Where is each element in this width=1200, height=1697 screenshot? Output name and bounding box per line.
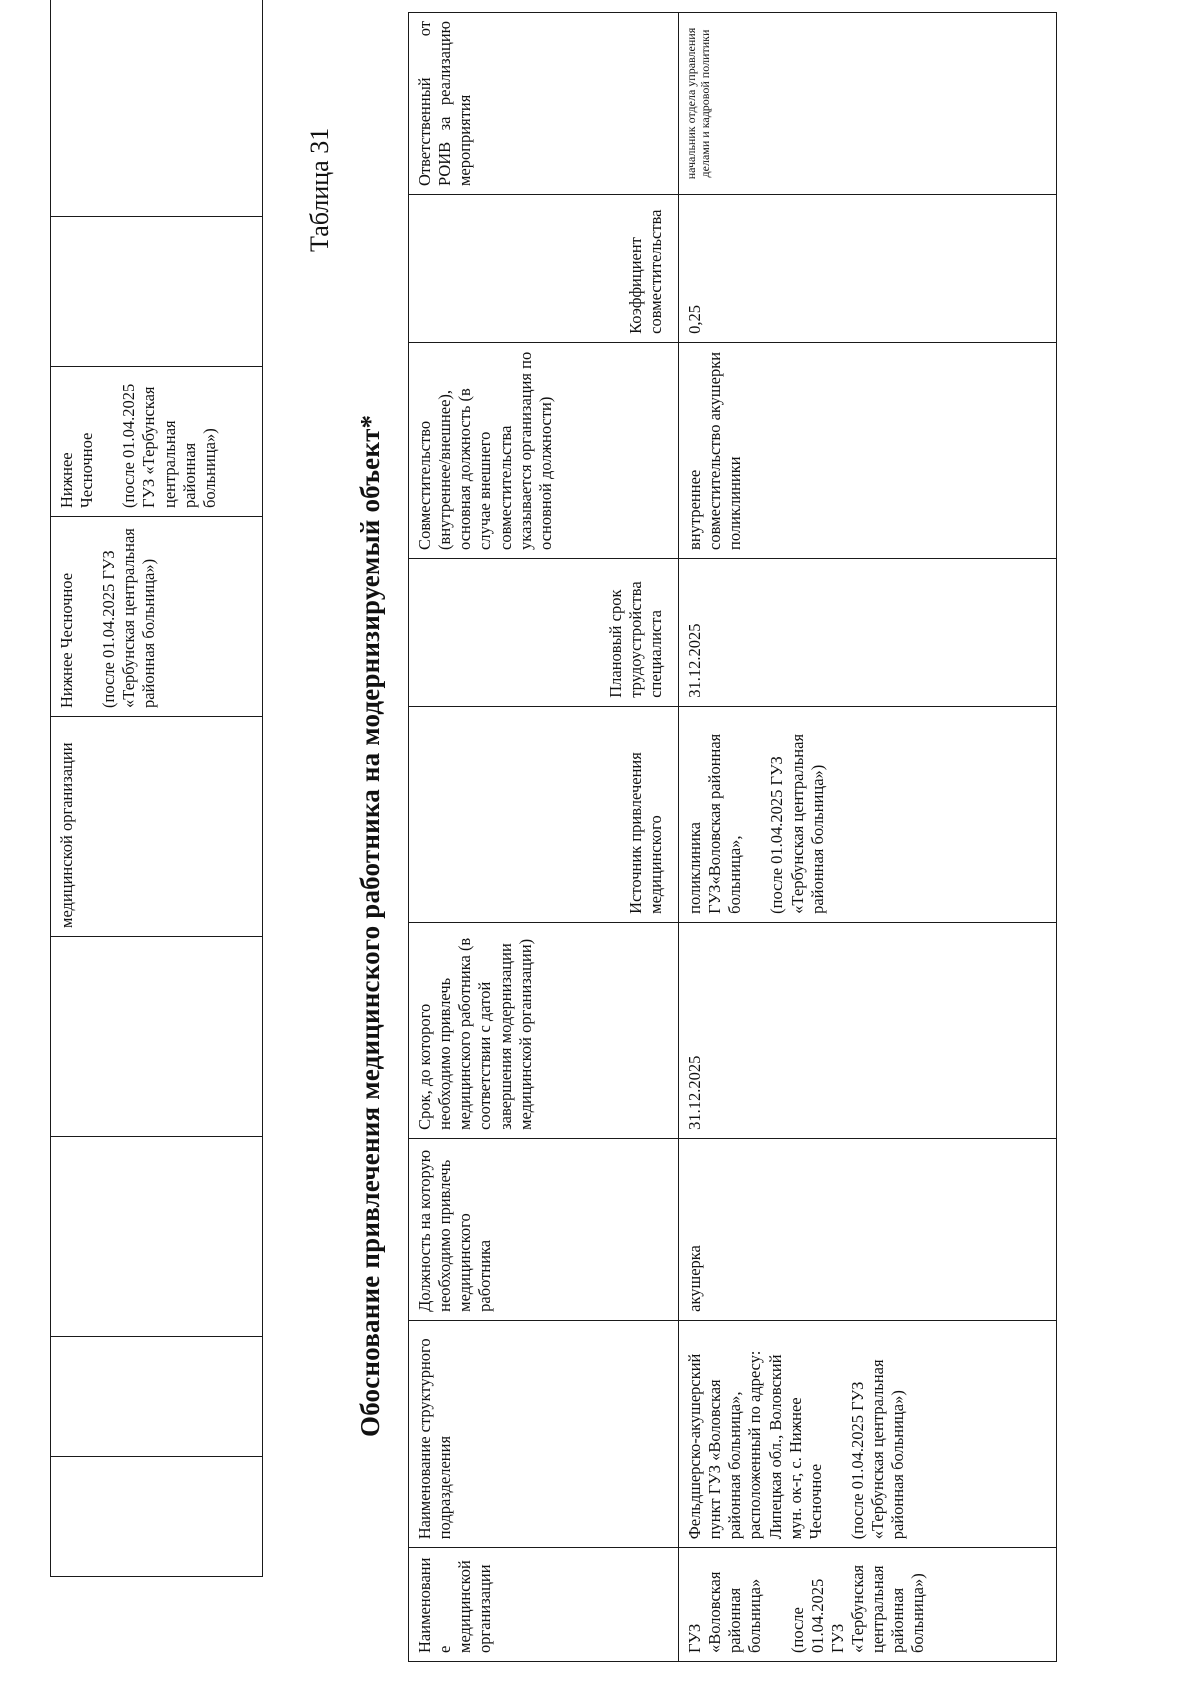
row-org-line1: ГУЗ «Воловская районная больница»: [685, 1571, 765, 1653]
continuation-table: [50, 0, 263, 1577]
cont-cell-village-2-line2: (после 01.04.2025 ГУЗ «Тербунская центральная районная больница»): [99, 528, 159, 708]
row-unit: [679, 1320, 1057, 1547]
table-row: [679, 13, 1057, 1662]
cont-cell-org-type-text: медицинской организации: [57, 742, 76, 928]
cont-cell-village-2-line1: Нижнее Чесночное: [57, 572, 76, 708]
row-employment: 31.12.2025: [679, 558, 1057, 706]
cont-cell-village-1-line1: Нижнее Чесночное: [57, 432, 97, 508]
header-unit: Наименование структурного подразделения: [409, 1320, 679, 1547]
row-org-line2: (после 01.04.2025 ГУЗ «Тербунская центральная районная больница»): [787, 1564, 928, 1653]
cont-cell-org-type: [51, 717, 263, 937]
row-responsible: начальник отдела управления делами и кадровой политики: [679, 13, 1057, 195]
row-position: акушерка: [679, 1138, 1057, 1320]
row-source: [679, 706, 1057, 922]
cont-cell-village-2: [51, 517, 263, 717]
document-title: Обоснование привлечения медицинского работника на модернизируемый объект*: [355, 414, 385, 1437]
table-header-row: [409, 13, 679, 1662]
cont-cell-village-1-line2: (после 01.04.2025 ГУЗ «Тербунская центральная районная больница»): [119, 383, 219, 508]
cont-cell-empty-5: [51, 217, 263, 367]
header-responsible: Ответственный от РОИВ за реализацию мероприятия: [409, 13, 679, 195]
header-position: Должность на которую необходимо привлечь медицинского работника: [409, 1138, 679, 1320]
justification-table: [408, 12, 1057, 1662]
cont-cell-empty-2: [51, 1337, 263, 1457]
cont-cell-empty-3: [51, 1137, 263, 1337]
cont-cell-empty-1: [51, 1457, 263, 1577]
row-coef: 0,25: [679, 195, 1057, 343]
row-combination: внутреннее совместительство акушерки поликлиники: [679, 342, 1057, 558]
header-deadline: Срок, до которого необходимо привлечь медицинского работника (в соответствии с датой завершения модернизации медицинской организации): [409, 922, 679, 1138]
row-source-line2: (после 01.04.2025 ГУЗ «Тербунская центральная районная больница»): [767, 733, 827, 914]
header-org: Наименование медицинской организации: [409, 1548, 679, 1662]
row-unit-line1: Фельдшерско-акушерский пункт ГУЗ «Воловская районная больница», расположенный по адресу: Липецкая обл., Воловский мун. ок-г, с. Нижнее Чесночное: [685, 1350, 825, 1540]
row-org: [679, 1548, 1057, 1662]
header-combination: Совместительство (внутреннее/внешнее), основная должность (в случае внешнего совместительства указывается организация по основной должности): [409, 342, 679, 558]
row-unit-line2: (после 01.04.2025 ГУЗ «Тербунская центральная районная больница»): [847, 1359, 908, 1540]
cont-cell-village-1: [51, 367, 263, 517]
header-employment: Плановый срок трудоустройства специалиста: [409, 558, 679, 706]
header-source: Источник привлечения медицинского: [409, 706, 679, 922]
cont-cell-empty-6: [51, 0, 263, 217]
row-deadline: 31.12.2025: [679, 922, 1057, 1138]
header-coef: Коэффициент совместительства: [409, 195, 679, 343]
cont-cell-empty-4: [51, 937, 263, 1137]
row-source-line1: поликлиника ГУЗ«Воловская районная больница»,: [685, 733, 745, 914]
table-caption: Таблица 31: [305, 127, 334, 252]
